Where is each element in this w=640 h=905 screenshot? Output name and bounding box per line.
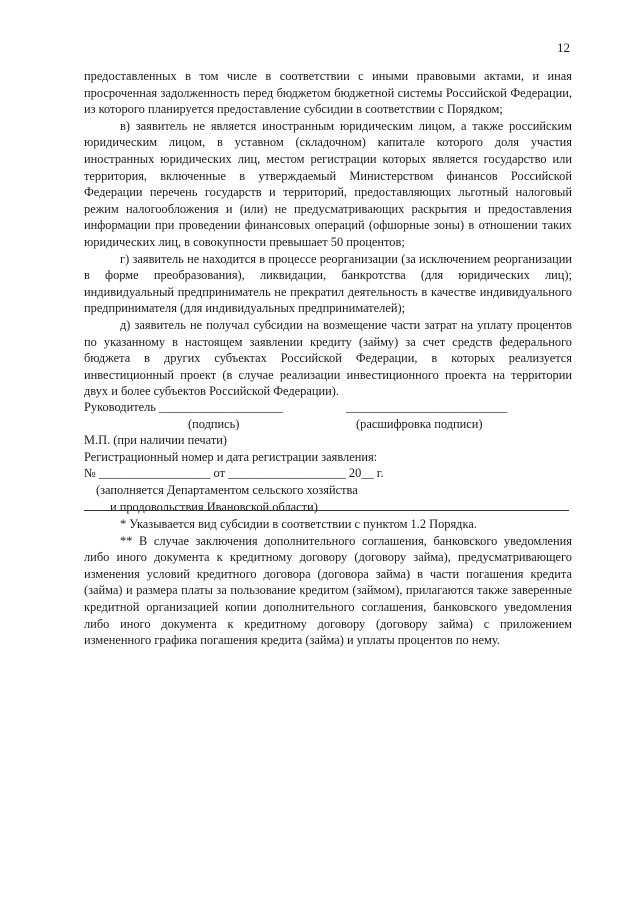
document-body [84, 68, 572, 400]
registration-line: № __________________ от ___________________ 20__ г. [84, 466, 384, 481]
signature-caption: (подпись) [188, 416, 240, 431]
filled-by-note-2: и продовольствия Ивановской области) [110, 499, 318, 514]
paragraph-d: д) заявитель не получал субсидии на возмещение части затрат на уплату процентов по указанному в настоящем заявлении кредиту (займу) за счет средств федерального бюджета в других субъектах Российской Федерации, в которых реализуется инвестиционный проект (в случае реализации инвестиционного проекта на территории двух и более субъектов Российской Федерации). [84, 317, 572, 399]
footnotes [84, 516, 572, 649]
filled-by-note-1: (заполняется Департаментом сельского хозяйства [96, 482, 358, 497]
signature-block [84, 399, 584, 515]
footnote-2: ** В случае заключения дополнительного соглашения, банковского уведомления либо иного документа к кредитному договору (договору займа), предусматривающего изменения условий кредитного договора (договора займа) в части погашения кредита (займа) и размера платы за пользование кредитом (займом), прилагаются также заверенные кредитной организацией копии дополнительного соглашения, банковского уведомления либо иного документа к кредитному договору (договору займа) с приложением измененного графика погашения кредита (займа) и уплаты процентов по нему. [84, 533, 572, 648]
paragraph-continuation: предоставленных в том числе в соответствии с иными правовыми актами, и иная просроченная задолженность перед бюджетом бюджетной системы Российской Федерации, из которого планируется предоставление субсидии в соответствии с Порядком; [84, 69, 572, 117]
registration-label: Регистрационный номер и дата регистрации заявления: [84, 449, 378, 464]
paragraph-v: в) заявитель не является иностранным юридическим лицом, а также российским юридическим лицом, в уставном (складочном) капитале которого доля участия иностранных юридических лиц, местом регистрации которых является государство или территория, включенные в утверждаемый Министерством финансов Российской Федерации перечень государств и территорий, предоставляющих льготный налоговый режим налогообложения и (или) не предусматривающих раскрытия и предоставления информации при проведении финансовых операций (офшорные зоны) в отношении таких юридических лиц, в совокупности превышает 50 процентов; [84, 118, 572, 249]
page-number: 12 [557, 40, 570, 55]
footnote-1: * Указывается вид субсидии в соответствии с пунктом 1.2 Порядка. [120, 517, 477, 531]
seal-note: М.П. (при наличии печати) [84, 433, 227, 448]
paragraph-g: г) заявитель не находится в процессе реорганизации (за исключением реорганизации в форме преобразования), ликвидации, банкротства (для юридических лиц); индивидуальный предприниматель не прекратил деятельность в качестве индивидуального предпринимателя (для индивидуальных предпринимателей); [84, 251, 572, 316]
footnote-divider [84, 510, 569, 511]
head-name-line: __________________________ [346, 400, 508, 414]
decode-caption: (расшифровка подписи) [356, 416, 483, 431]
head-signature-line: Руководитель ____________________ [84, 400, 283, 414]
